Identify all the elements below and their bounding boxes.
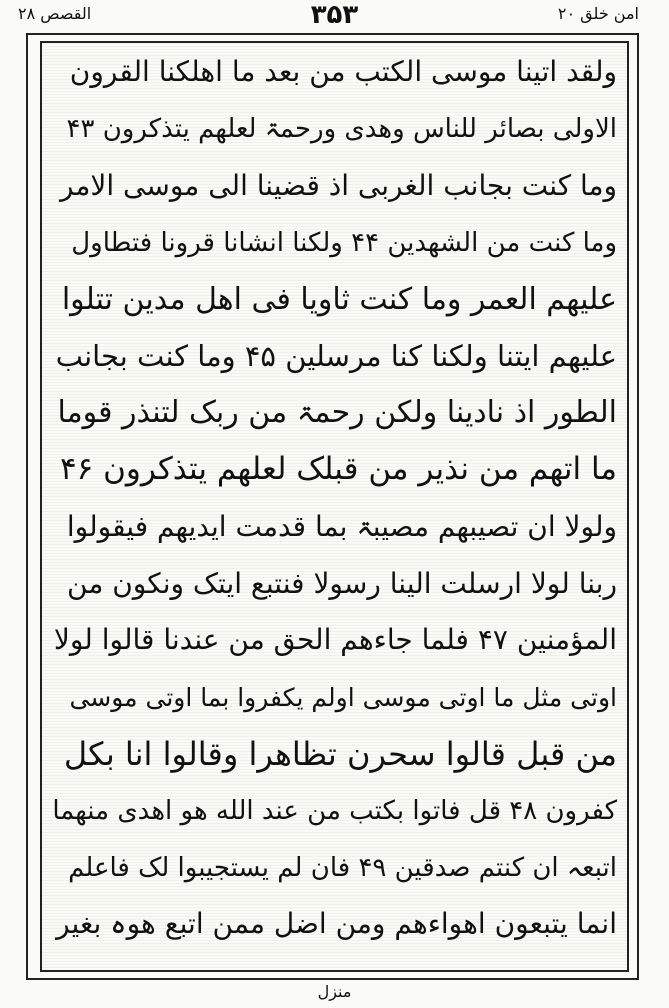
text-line: علیھم العمر وما کنت ثاویا فی اھل مدین تتلوا: [61, 281, 617, 317]
juz-label: امن خلق ۲۰: [557, 4, 639, 23]
text-line: علیھم ایتنا ولکنا کنا مرسلین ۴۵ وما کنت بجانب: [55, 338, 617, 373]
text-line: ولقد اتینا موسی الکتب من بعد ما اهلکنا القرون: [69, 55, 617, 89]
text-line: من قبل قالوا سحرن تظاھرا وقالوا انا بکل: [63, 734, 617, 773]
text-line: المؤمنین ۴۷ فلما جاءھم الحق من عندنا قالوا لولا: [53, 623, 617, 657]
text-line: اتبعہ ان کنتم صدقین ۴۹ فان لم یستجیبوا لک فاعلم: [68, 852, 617, 883]
text-line: الاولی بصائر للناس وھدی ورحمۃ لعلھم یتذکرون ۴۳: [66, 114, 617, 145]
text-block: [48, 44, 621, 953]
text-line: ولولا ان تصیبھم مصیبۃ بما قدمت ایدیھم فیقولوا: [66, 509, 617, 543]
text-line: الطور اذ نادینا ولکن رحمۃ من ربک لتنذر قوما: [57, 395, 617, 431]
page-header: [0, 0, 669, 34]
text-line: وما کنت من الشھدین ۴۴ ولکنا انشانا قرونا فتطاول: [71, 227, 617, 258]
text-line: ما اتھم من نذیر من قبلک لعلھم یتذکرون ۴۶: [59, 451, 617, 488]
text-line: انما یتبعون اھواءھم ومن اضل ممن اتبع ھوہ بغیر: [56, 907, 617, 941]
text-line: کفرون ۴۸ قل فاتوا بکتب من عند الله ھو اھدی منھما: [52, 795, 617, 826]
manzil-footer: منزل: [317, 982, 352, 1001]
text-line: ربنا لولا ارسلت الینا رسولا فنتبع ایتک ونکون من: [67, 566, 617, 600]
text-line: اوتی مثل ما اوتی موسی اولم یکفروا بما اوتی موسی: [69, 682, 617, 712]
surah-label: القصص ۲۸: [18, 4, 92, 23]
page-number: ۳۵۳: [310, 0, 359, 30]
text-line: وما کنت بجانب الغربی اذ قضینا الی موسی الامر: [59, 168, 617, 202]
